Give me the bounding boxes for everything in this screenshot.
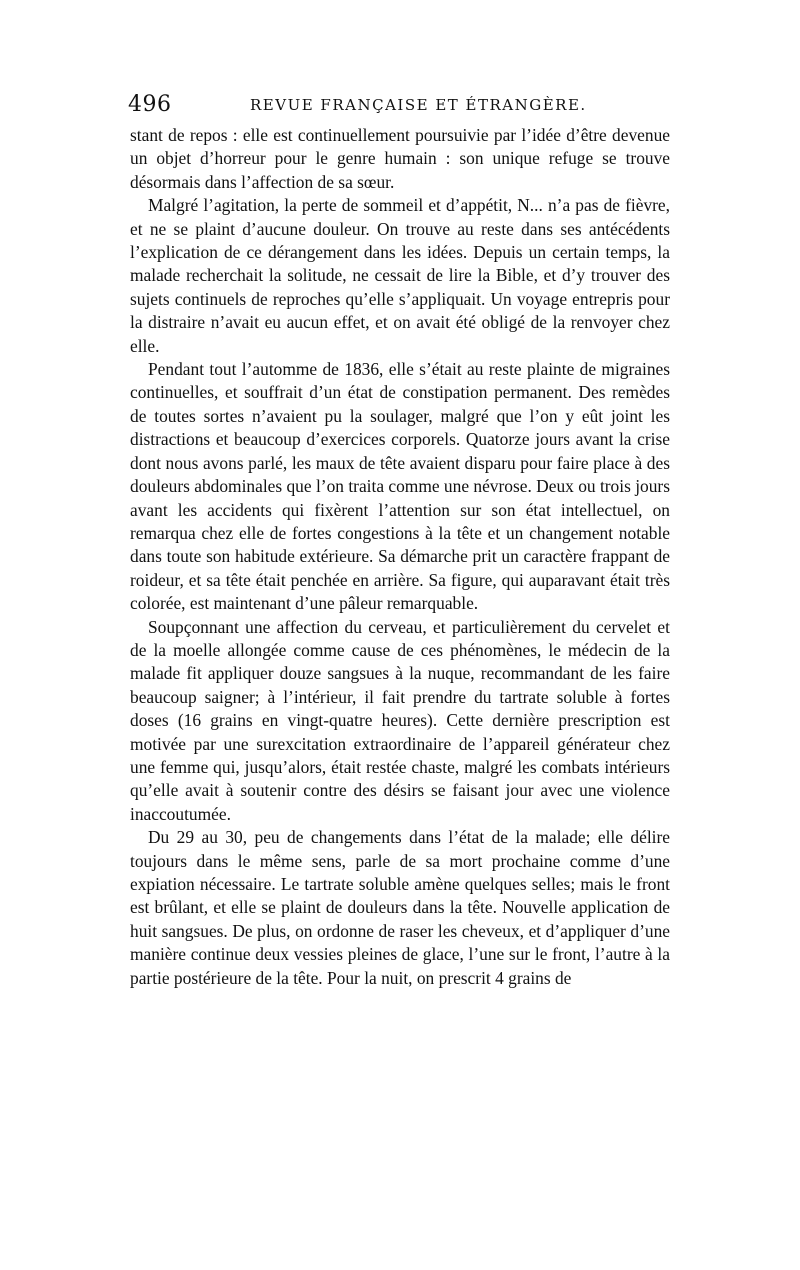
paragraph: Pendant tout l’automme de 1836, elle s’était au reste plainte de migraines continuelles, et souffrait d’un état de constipation permanent. Des remèdes de toutes sortes n’avaient pu la soulager, malgré que l’on y eût joint les distractions et beaucoup d’exercices corporels. Quatorze jours avant la crise dont nous avons parlé, les maux de tête avaient disparu pour faire place à des douleurs abdominales que l’on traita comme une névrose. Deux ou trois jours avant les accidents qui fixèrent l’attention sur son état intellectuel, on remarqua chez elle de fortes congestions à la tête et un changement notable dans toute son habitude extérieure. Sa démarche prit un caractère frappant de roideur, et sa tête était penchée en arrière. Sa figure, qui auparavant était très colorée, est maintenant d’une pâleur remarquable. [130,359,670,614]
running-title: REVUE FRANÇAISE ET ÉTRANGÈRE. [250,96,587,114]
page-number: 496 [128,92,172,117]
paragraph: stant de repos : elle est continuellement poursuivie par l’idée d’être devenue un objet d’horreur pour le genre humain : son unique refuge se trouve désormais dans l’affection de sa sœur. [130,125,670,192]
page-header [128,92,670,120]
paragraph: Malgré l’agitation, la perte de sommeil et d’appétit, N... n’a pas de fièvre, et ne se plaint d’aucune douleur. On trouve au reste dans ses antécédents l’explication de ce dérangement dans les idées. Depuis un certain temps, la malade recherchait la solitude, ne cessait de lire la Bible, et d’y trouver des sujets continuels de reproches qu’elle s’appliquait. Un voyage entrepris pour la distraire n’avait eu aucun effet, et on avait été obligé de la renvoyer chez elle. [130,195,670,356]
body-text [130,124,670,990]
paragraph: Soupçonnant une affection du cerveau, et particulièrement du cervelet et de la moelle allongée comme cause de ces phénomènes, le médecin de la malade fit appliquer douze sangsues à la nuque, recommandant de les faire beaucoup saigner; à l’intérieur, il fait prendre du tartrate soluble à fortes doses (16 grains en vingt-quatre heures). Cette dernière prescription est motivée par une surexcitation extraordinaire de l’appareil générateur chez une femme qui, jusqu’alors, était restée chaste, malgré les combats intérieurs qu’elle avait à soutenir contre des désirs se faisant jour avec une violence inaccoutumée. [130,616,670,824]
paragraph: Du 29 au 30, peu de changements dans l’état de la malade; elle délire toujours dans le même sens, parle de sa mort prochaine comme d’une expiation nécessaire. Le tartrate soluble amène quelques selles; mais le front est brûlant, et elle se plaint de douleurs dans la tête. Nouvelle application de huit sangsues. De plus, on ordonne de raser les cheveux, et d’appliquer d’une manière continue deux vessies pleines de glace, l’une sur le front, l’autre à la partie postérieure de la tête. Pour la nuit, on prescrit 4 grains de [130,827,670,988]
